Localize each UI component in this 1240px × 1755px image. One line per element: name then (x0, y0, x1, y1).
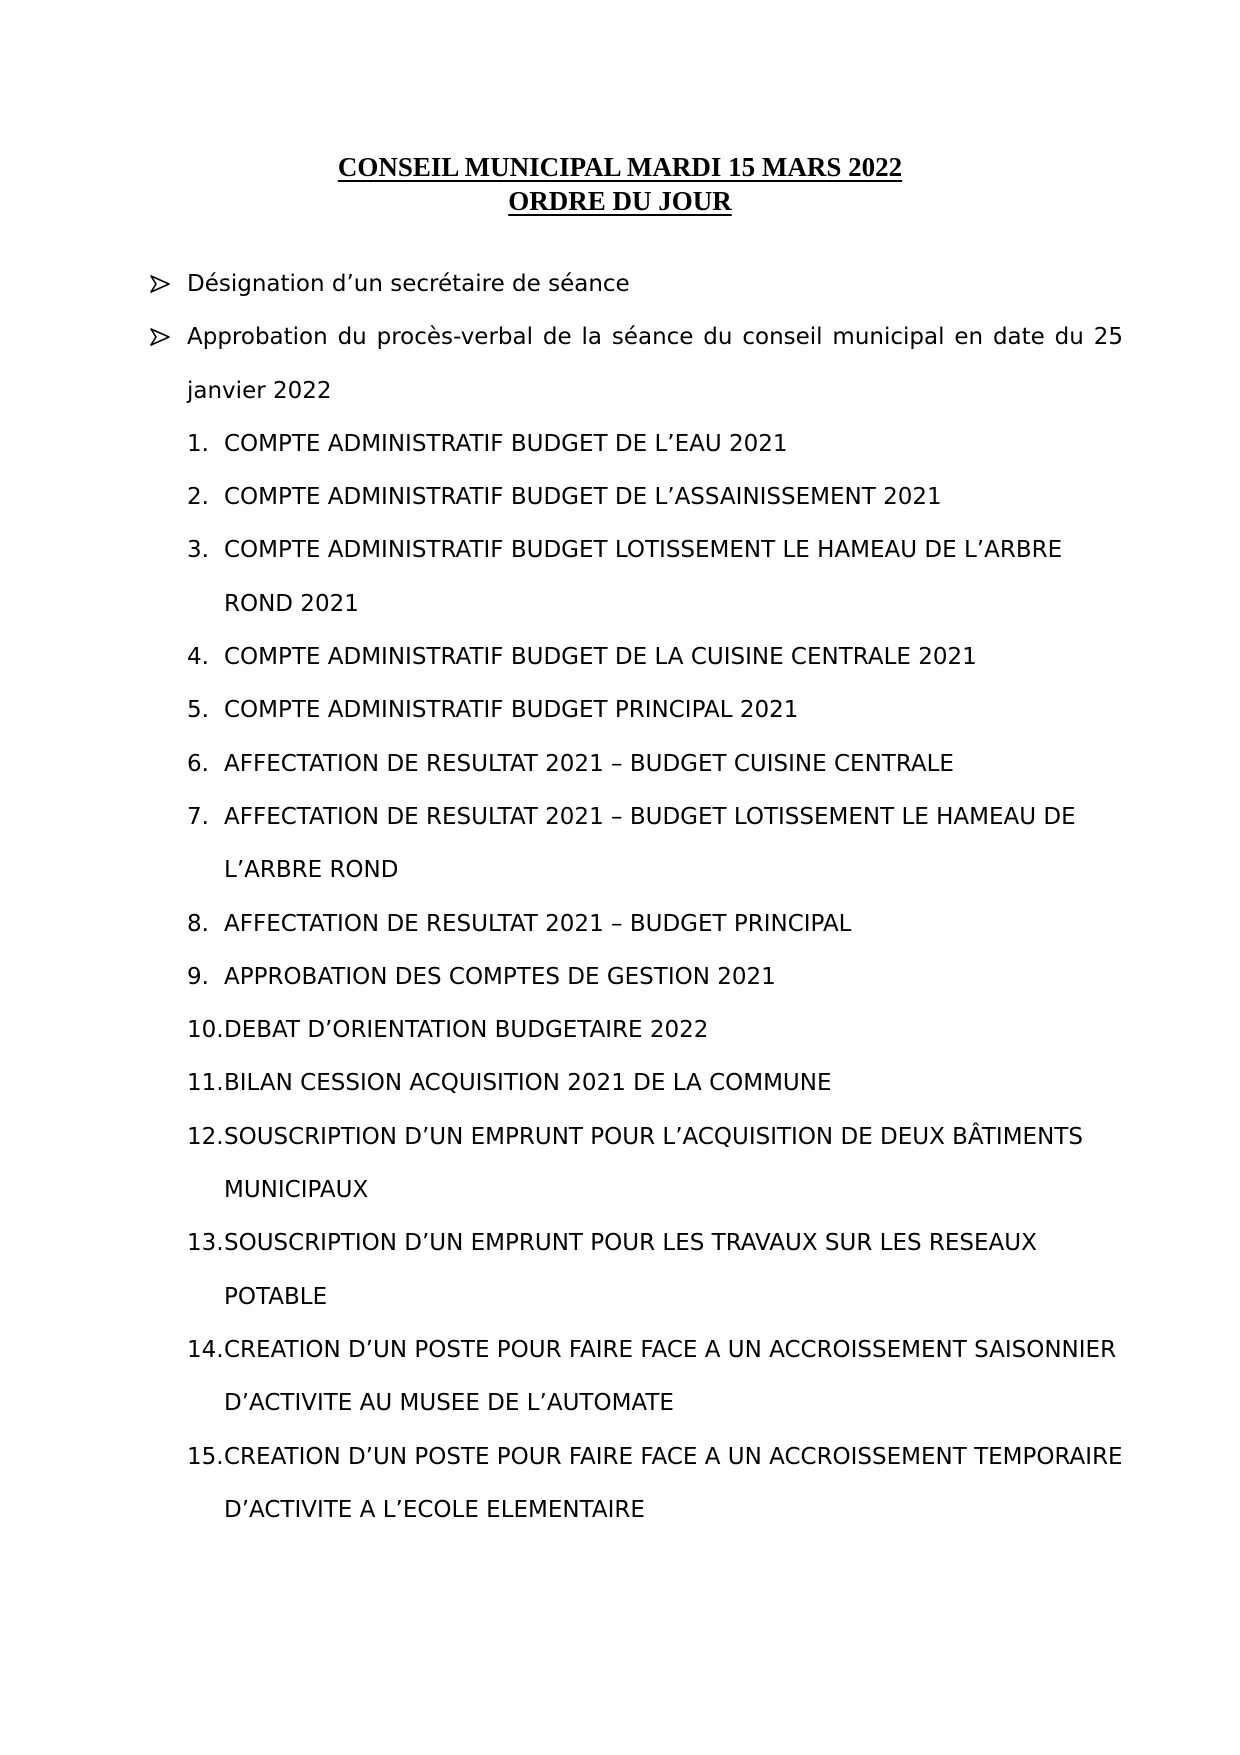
item-text: CREATION D’UN POSTE POUR FAIRE FACE A UN ACCROISSEMENT TEMPORAIRE D’ACTIVITE A L’ECOLE ELEMENTAIRE (224, 1443, 1123, 1523)
bullet-text: Approbation du procès-verbal de la séance du conseil municipal en date du 25 janvier 2022 (187, 324, 1123, 404)
item-text: AFFECTATION DE RESULTAT 2021 – BUDGET CUISINE CENTRALE (224, 750, 954, 777)
item-number: 15. (187, 1443, 224, 1470)
agenda-item (0, 898, 1124, 951)
agenda-item (0, 951, 1124, 1004)
agenda-item (0, 1217, 1124, 1324)
bullet-item (0, 258, 1123, 311)
arrow-bullet-icon (150, 311, 174, 364)
item-number: 8. (187, 910, 209, 937)
agenda-item (0, 738, 1124, 791)
bullet-text: Désignation d’un secrétaire de séance (187, 271, 630, 297)
agenda-item (0, 524, 1124, 631)
item-text: COMPTE ADMINISTRATIF BUDGET LOTISSEMENT LE HAMEAU DE L’ARBRE ROND 2021 (224, 537, 1063, 617)
agenda-item (0, 791, 1124, 898)
item-number: 2. (187, 484, 209, 511)
meeting-title: CONSEIL MUNICIPAL MARDI 15 MARS 2022 (337, 152, 903, 182)
agenda-content (0, 258, 1240, 1537)
agenda-item (0, 684, 1124, 737)
item-text: SOUSCRIPTION D’UN EMPRUNT POUR LES TRAVAUX SUR LES RESEAUX POTABLE (224, 1230, 1037, 1310)
item-number: 1. (187, 430, 209, 457)
item-text: DEBAT D’ORIENTATION BUDGETAIRE 2022 (224, 1017, 709, 1044)
item-text: AFFECTATION DE RESULTAT 2021 – BUDGET PRINCIPAL (224, 910, 852, 937)
item-text: SOUSCRIPTION D’UN EMPRUNT POUR L’ACQUISITION DE DEUX BÂTIMENTS MUNICIPAUX (224, 1123, 1083, 1204)
item-number: 9. (187, 963, 209, 990)
agenda-item (0, 631, 1124, 684)
agenda-item (0, 1431, 1124, 1538)
agenda-title: ORDRE DU JOUR (508, 186, 732, 216)
item-text: APPROBATION DES COMPTES DE GESTION 2021 (224, 963, 776, 990)
agenda-item (0, 471, 1124, 524)
item-number: 14. (187, 1336, 224, 1363)
arrow-bullet-icon (150, 258, 174, 311)
item-number: 11. (187, 1070, 224, 1097)
item-text: COMPTE ADMINISTRATIF BUDGET DE L’ASSAINISSEMENT 2021 (224, 484, 942, 511)
item-text: BILAN CESSION ACQUISITION 2021 DE LA COMMUNE (224, 1070, 832, 1097)
item-number: 12. (187, 1123, 224, 1150)
item-number: 6. (187, 750, 209, 777)
agenda-item (0, 1324, 1124, 1431)
item-number: 5. (187, 697, 209, 724)
agenda-item (0, 418, 1124, 471)
item-text: AFFECTATION DE RESULTAT 2021 – BUDGET LOTISSEMENT LE HAMEAU DE L’ARBRE ROND (224, 803, 1076, 884)
bullet-item (0, 311, 1123, 418)
item-number: 13. (187, 1230, 224, 1257)
item-number: 10. (187, 1017, 224, 1044)
item-text: CREATION D’UN POSTE POUR FAIRE FACE A UN ACCROISSEMENT SAISONNIER D’ACTIVITE AU MUSEE DE L’AUTOMATE (224, 1336, 1117, 1417)
item-text: COMPTE ADMINISTRATIF BUDGET DE L’EAU 2021 (224, 430, 788, 457)
agenda-item (0, 1111, 1124, 1218)
item-text: COMPTE ADMINISTRATIF BUDGET PRINCIPAL 2021 (224, 697, 799, 724)
item-number: 4. (187, 644, 209, 671)
item-text: COMPTE ADMINISTRATIF BUDGET DE LA CUISINE CENTRALE 2021 (224, 644, 977, 671)
item-number: 7. (187, 803, 209, 830)
agenda-item (0, 1057, 1124, 1110)
item-number: 3. (187, 537, 209, 564)
agenda-item (0, 1004, 1124, 1057)
document-header (0, 150, 1240, 218)
